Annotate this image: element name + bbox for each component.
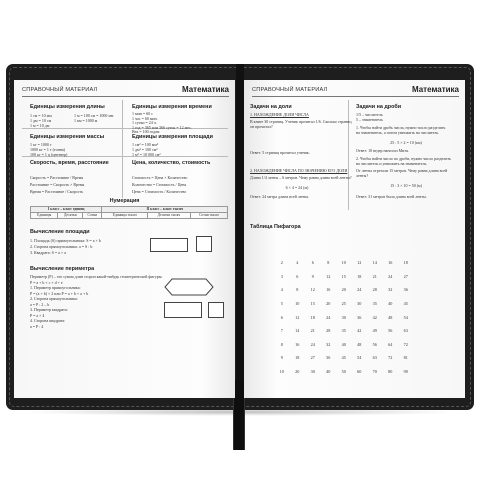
length-units-title: Единицы измерения длины: [30, 104, 105, 110]
fractions-task-title: Задачи на дроби: [356, 104, 402, 110]
numeration-cell: Сотни тысяч: [190, 213, 227, 219]
pyth-cell: 54: [357, 355, 362, 361]
pyth-cell: 56: [372, 341, 377, 347]
pyth-cell: 36: [403, 287, 408, 293]
page-section-label: СПРАВОЧНЫЙ МАТЕРИАЛ: [252, 87, 328, 93]
perimeter-line: 4. Сторона квадрата:: [30, 318, 66, 323]
pyth-cell: 6: [280, 314, 283, 320]
pyth-cell: 30: [341, 314, 346, 320]
pyth-cell: 12: [326, 273, 331, 279]
shares-subtitle: 1. НАХОЖДЕНИЕ ДОЛИ ЧИСЛА: [250, 112, 309, 117]
pyth-cell: 14: [295, 328, 300, 334]
column-divider: [348, 100, 349, 210]
pyth-cell: 30: [357, 301, 362, 307]
pyth-cell: 42: [372, 314, 377, 320]
pyth-cell: 28: [326, 328, 331, 334]
pyth-cell: 8: [296, 287, 299, 293]
price-line: Количество = Стоимость / Цена: [132, 182, 187, 187]
pyth-cell: 72: [388, 355, 393, 361]
length-line: 1 м = 100 см = 1000 мм: [74, 113, 114, 118]
pyth-cell: 7: [280, 328, 283, 334]
pyth-cell: 8: [280, 341, 283, 347]
numeration-cell: Десятки: [58, 213, 83, 219]
pyth-cell: 24: [326, 314, 331, 320]
shares-text: Длина 1/4 ленты – 6 метров. Чему равна длина всей ленты?: [250, 175, 352, 180]
time-line: 1 год = 365 или 366 суток = 12 мес.: [132, 124, 192, 130]
speed-line: Скорость = Расстояние / Время: [30, 175, 84, 180]
right-page-header: [252, 85, 459, 97]
time-line: 1 час = 60 мин.: [132, 115, 158, 121]
fractions-answer: Ответ: 10 ведер наносил Митя.: [356, 148, 409, 153]
area-line: 1 дм² = 100 см²: [132, 147, 158, 152]
pythagoras-table: [274, 256, 414, 378]
pyth-cell: 60: [357, 369, 362, 375]
pyth-cell: 36: [326, 355, 331, 361]
speed-line: Расстояние = Скорость × Время: [30, 182, 85, 187]
numeration-cell: Единицы тысяч: [102, 213, 147, 219]
pyth-cell: 21: [372, 273, 377, 279]
price-line: Цена = Стоимость / Количество: [132, 189, 187, 194]
pyth-cell: 16: [326, 287, 331, 293]
pyth-cell: 20: [341, 287, 346, 293]
row-divider: [22, 128, 228, 129]
pyth-cell: 27: [403, 273, 408, 279]
numeration-cell: Единицы: [31, 213, 58, 219]
pyth-cell: 56: [388, 328, 393, 334]
pyth-cell: 35: [341, 328, 346, 334]
pyth-cell: 21: [310, 328, 315, 334]
pyth-cell: 16: [295, 341, 300, 347]
pyth-cell: 48: [357, 341, 362, 347]
area-line: 1 см² = 100 мм²: [132, 142, 159, 147]
fractions-line: на знаменатель, а потом умножить на числитель.: [356, 130, 440, 135]
pyth-cell: 40: [341, 341, 346, 347]
pyth-cell: 36: [357, 314, 362, 320]
pyth-cell: 18: [295, 355, 300, 361]
shares-answer: Ответ: 24 метра длина всей ленты.: [250, 194, 310, 199]
area-calc-line: 2. Сторона прямоугольника: a = S : b: [30, 244, 93, 249]
pyth-cell: 18: [357, 273, 362, 279]
fractions-line: 1/5 – числитель: [356, 112, 383, 117]
pyth-cell: 16: [388, 260, 393, 266]
class-units-cell: I класс – класс единиц: [31, 207, 102, 213]
fractions-text: ленты?: [356, 173, 369, 178]
pyth-cell: 35: [372, 301, 377, 307]
shares-subtitle: 2. НАХОЖДЕНИЕ ЧИСЛА ПО ЗНАЧЕНИЮ ЕГО ДОЛИ: [250, 168, 348, 173]
pyth-cell: 18: [403, 260, 408, 266]
pyth-cell: 24: [310, 341, 315, 347]
perimeter-rectangle-figure: [164, 302, 202, 318]
area-calc-line: 1. Площадь (S) прямоугольника: S = a × b: [30, 238, 101, 243]
pyth-cell: 42: [357, 328, 362, 334]
pyth-cell: 15: [310, 301, 315, 307]
left-page: [14, 80, 235, 398]
numeration-cell: Сотни: [83, 213, 102, 219]
price-title: Цена, количество, стоимость: [132, 160, 211, 166]
rectangle-figure: [150, 238, 188, 252]
pyth-cell: 63: [403, 328, 408, 334]
pyth-cell: 12: [357, 260, 362, 266]
pyth-cell: 24: [357, 287, 362, 293]
speed-line: Время = Расстояние / Скорость: [30, 189, 84, 194]
pyth-cell: 45: [403, 301, 408, 307]
length-line: 1 м = 10 дм: [30, 123, 50, 128]
fractions-calc: 25 : 5 × 2 = 10 (км): [390, 140, 422, 145]
pyth-cell: 4: [280, 287, 283, 293]
pyth-cell: 72: [403, 341, 408, 347]
perimeter-line: a = P : 4: [30, 323, 44, 329]
square-figure: [196, 236, 212, 252]
pyth-cell: 81: [403, 355, 408, 361]
left-page-header: [22, 85, 229, 97]
perimeter-line: P = a + b + c + d + e: [30, 279, 63, 285]
pyth-cell: 27: [310, 355, 315, 361]
pyth-cell: 12: [310, 287, 315, 293]
perimeter-line: 2. Сторона прямоугольника:: [30, 296, 78, 301]
time-line: 1 сутки = 24 ч.: [132, 120, 157, 125]
perimeter-line: a = P : 2 – b: [30, 301, 50, 307]
pyth-cell: 10: [295, 301, 300, 307]
speed-title: Скорость, время, расстояние: [30, 160, 109, 166]
pyth-cell: 14: [372, 260, 377, 266]
pyth-cell: 4: [296, 260, 299, 266]
fractions-calc: 15 : 3 × 10 = 50 (м): [390, 183, 422, 188]
pentagon-figure: [164, 278, 214, 296]
time-line: 1 мин = 60 с: [132, 111, 153, 116]
perimeter-square-figure: [208, 302, 224, 318]
pyth-cell: 10: [279, 369, 284, 375]
fractions-answer: Ответ: 31 метров была длина всей ленты.: [356, 194, 427, 199]
perimeter-line: 1. Периметр прямоугольника:: [30, 285, 81, 290]
perimeter-line: P = a × 4: [30, 312, 45, 318]
fractions-line: 5 – знаменатель: [356, 117, 383, 122]
numeration-title: Нумерация: [109, 198, 140, 204]
pyth-cell: 48: [388, 314, 393, 320]
shares-answer: Ответ: 5 страниц прочитал ученик.: [250, 150, 310, 155]
fractions-line: 1. Чтобы найти дробь числа, нужно число разделить: [356, 125, 446, 130]
pyth-cell: 90: [403, 369, 408, 375]
class-thousands-cell: II класс – класс тысяч: [102, 207, 228, 213]
page-subject-title: Математика: [411, 85, 459, 94]
pyth-cell: 40: [326, 369, 331, 375]
fractions-text: От ленты отрезали 15 метров. Чему равна длина всей: [356, 168, 448, 173]
time-line: Век = 100 годам: [132, 129, 160, 134]
pythagoras-title: Таблица Пифагора: [250, 224, 301, 230]
pyth-cell: 2: [280, 260, 283, 266]
length-line: 1 км = 1000 м: [74, 118, 98, 123]
pyth-cell: 25: [341, 301, 346, 307]
area-line: 1 м² = 10 000 см²: [132, 152, 161, 157]
pyth-cell: 63: [372, 355, 377, 361]
column-divider: [122, 100, 123, 198]
shares-text: он прочитал?: [250, 124, 273, 129]
time-units-title: Единицы измерения времени: [132, 104, 212, 110]
page-subject-title: Математика: [181, 85, 229, 94]
length-line: 1 дм = 10 см: [30, 118, 52, 123]
perimeter-line: P = (a + b) × 2 или P = a + b + a + b: [30, 290, 89, 296]
pyth-cell: 49: [372, 328, 377, 334]
mass-line: 1 кг = 1000 г: [30, 142, 52, 147]
pyth-cell: 64: [388, 341, 393, 347]
pyth-cell: 3: [280, 273, 283, 279]
pyth-cell: 40: [388, 301, 393, 307]
numeration-table: [30, 206, 228, 219]
pyth-cell: 8: [327, 260, 330, 266]
pyth-cell: 24: [388, 273, 393, 279]
shares-calc: 6 × 4 = 24 (м): [285, 185, 309, 190]
pyth-cell: 54: [403, 314, 408, 320]
pyth-cell: 50: [341, 369, 346, 375]
fractions-line: на числитель и умножить на знаменатель.: [356, 161, 428, 166]
length-line: 1 см = 10 мм: [30, 113, 52, 118]
pyth-cell: 9: [311, 273, 314, 279]
pyth-cell: 30: [310, 369, 315, 375]
pyth-cell: 80: [388, 369, 393, 375]
pyth-cell: 9: [280, 355, 283, 361]
perimeter-title: Вычисление периметра: [30, 266, 95, 272]
pyth-cell: 32: [388, 287, 393, 293]
pyth-cell: 32: [326, 341, 331, 347]
pyth-cell: 70: [372, 369, 377, 375]
pyth-cell: 6: [311, 260, 314, 266]
pyth-cell: 5: [280, 301, 283, 307]
shares-text: В книге 30 страниц. Ученик прочитал 1/6. Сколько страниц: [250, 119, 352, 124]
perimeter-line: 3. Периметр квадрата:: [30, 307, 68, 312]
page-section-label: СПРАВОЧНЫЙ МАТЕРИАЛ: [22, 87, 98, 93]
mass-units-title: Единицы измерения массы: [30, 134, 105, 140]
pyth-cell: 10: [341, 260, 346, 266]
pyth-cell: 20: [326, 301, 331, 307]
pyth-cell: 28: [372, 287, 377, 293]
pyth-cell: 15: [341, 273, 346, 279]
pyth-cell: 18: [310, 314, 315, 320]
pyth-cell: 20: [295, 369, 300, 375]
area-units-title: Единицы измерения площади: [132, 134, 213, 140]
mass-line: 1000 кг = 1 т (тонна): [30, 147, 66, 152]
mass-line: 100 кг = 1 ц (центнер): [30, 152, 68, 157]
shares-task-title: Задачи на доли: [250, 104, 292, 110]
pyth-cell: 45: [341, 355, 346, 361]
numeration-cell: Десятки тысяч: [147, 213, 190, 219]
notebook-spine: [236, 64, 244, 410]
area-calc-line: 3. Квадрата: S = a × a: [30, 250, 66, 255]
right-page: [244, 80, 465, 398]
pyth-cell: 6: [296, 273, 299, 279]
perimeter-line: Периметр (P) – это сумма длин сторон какой-нибудь геометрической фигуры:: [30, 274, 163, 279]
pyth-cell: 12: [295, 314, 300, 320]
area-calc-title: Вычисление площади: [30, 229, 90, 235]
price-line: Стоимость = Цена × Количество: [132, 175, 188, 180]
fractions-line: 2. Чтобы найти число по дроби, нужно число разделить: [356, 156, 451, 161]
